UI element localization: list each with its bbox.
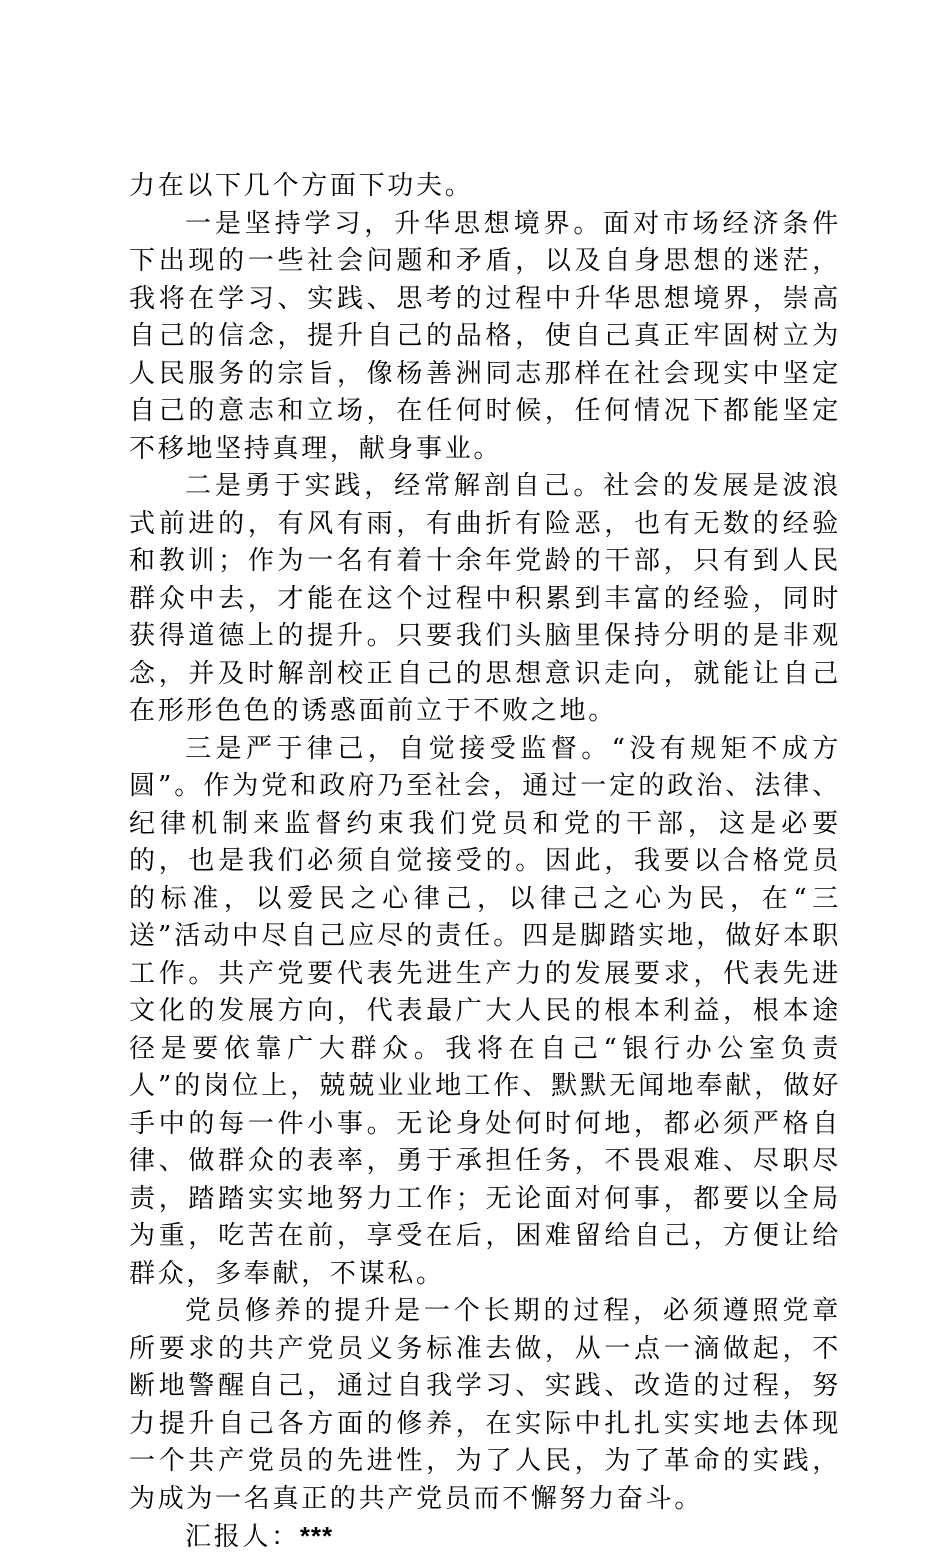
- paragraph-4: 三是严于律己，自觉接受监督。“没有规矩不成方圆”。作为党和政府乃至社会，通过一定的政治、法律、纪律机制来监督约束我们党员和党的干部，这是必要的，也是我们必须自觉接受的。因此，我要以合格党员的标准，以爱民之心律己，以律己之心为民，在“三送”活动中尽自己应尽的责任。四是脚踏实地，做好本职工作。共产党要代表先进生产力的发展要求，代表先进文化的发展方向，代表最广大人民的根本利益，根本途径是要依靠广大群众。我将在自己“银行办公室负责人”的岗位上，兢兢业业地工作、默默无闻地奉献，做好手中的每一件小事。无论身处何时何地，都必须严格自律、做群众的表率，勇于承担任务，不畏艰难、尽职尽责，踏踏实实地努力工作；无论面对何事，都要以全局为重，吃苦在前，享受在后，困难留给自己，方便让给群众，多奉献，不谋私。: [129, 733, 841, 1289]
- paragraph-3: 二是勇于实践，经常解剖自己。社会的发展是波浪式前进的，有风有雨，有曲折有险恶，也有无数的经验和教训；作为一名有着十余年党龄的干部，只有到人民群众中去，才能在这个过程中积累到丰富的经验，同时获得道德上的提升。只要我们头脑里保持分明的是非观念，并及时解剖校正自己的思想意识走向，就能让自己在形形色色的诱惑面前立于不败之地。: [129, 471, 841, 726]
- reporter-name: ***: [299, 1521, 334, 1551]
- document-body: [129, 168, 841, 1557]
- paragraph-2: 一是坚持学习，升华思想境界。面对市场经济条件下出现的一些社会问题和矛盾，以及自身思想的迷茫，我将在学习、实践、思考的过程中升华思想境界，崇高自己的信念，提升自己的品格，使自己真正牢固树立为人民服务的宗旨，像杨善洲同志那样在社会现实中坚定自己的意志和立场，在任何时候，任何情况下都能坚定不移地坚持真理，献身事业。: [129, 208, 841, 464]
- paragraph-5: 党员修养的提升是一个长期的过程，必须遵照党章所要求的共产党员义务标准去做，从一点一滴做起，不断地警醒自己，通过自我学习、实践、改造的过程，努力提升自己各方面的修养，在实际中扎扎实实地去体现一个共产党员的先进性，为了人民，为了革命的实践，为成为一名真正的共产党员而不懈努力奋斗。: [129, 1296, 841, 1514]
- reporter-label: 汇报人：: [185, 1522, 300, 1552]
- paragraph-1: 力在以下几个方面下功夫。: [129, 171, 474, 201]
- reporter-line: [129, 1518, 841, 1557]
